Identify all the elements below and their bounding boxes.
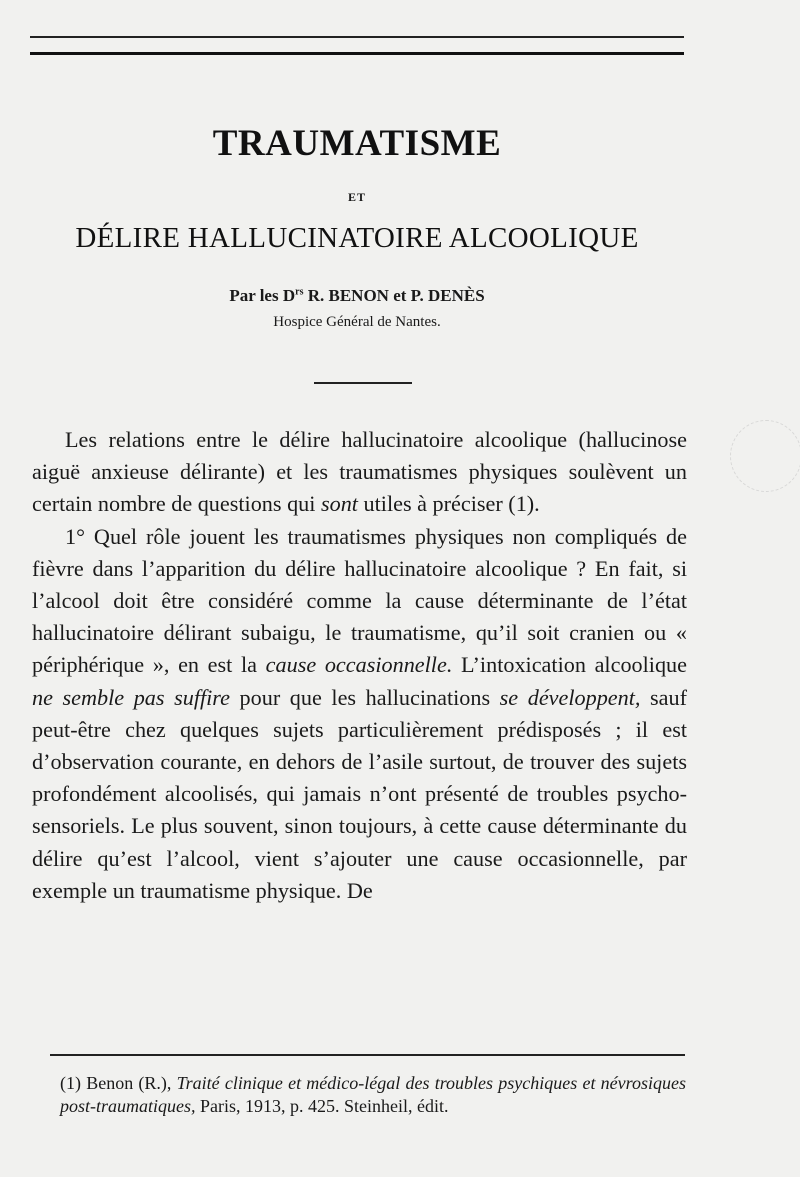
library-stamp bbox=[730, 420, 800, 492]
p2-text-d: sauf peut-être chez quelques sujets particulièrement prédisposés ; il est d’observation courante, en dehors de l’asile surtout, de trouver des sujets profondément alcoolisés, qui jamais n’ont présenté de troubles psycho-sensoriels. Le plus souvent, sinon toujours, à cette cause déterminante du délire qu’est l’alcool, vient s’ajouter une cause occasionnelle, par exemple un traumatisme physique. De bbox=[32, 684, 688, 903]
footnote bbox=[60, 1072, 686, 1118]
footnote-text-b: Paris, 1913, p. 425. Steinheil, édit. bbox=[195, 1096, 449, 1116]
footnote-italic: Traité clinique et médico-légal des troubles psychiques et névrosiques post-traumatiques, bbox=[60, 1073, 687, 1116]
section-divider bbox=[314, 382, 412, 384]
p1-text-b: utiles à préciser (1). bbox=[357, 491, 540, 517]
affiliation: Hospice Général de Nantes. bbox=[273, 314, 441, 330]
paragraph-1 bbox=[32, 424, 687, 521]
article-title: TRAUMATISME bbox=[212, 123, 502, 164]
p1-italic: sont bbox=[320, 491, 358, 517]
p2-text-b: L’intoxication alcoolique bbox=[452, 652, 687, 678]
p2-text-a: 1° Quel rôle jouent les traumatismes physiques non compliqués de fièvre dans l’apparition du délire hallucinatoire alcoolique ? En fait, si l’alcool doit être considéré comme la cause déterminante de l’état hallucinatoire délirant subaigu, le traumatisme, qu’il soit cranien ou « périphérique », en est la bbox=[32, 523, 687, 678]
article-body bbox=[32, 424, 687, 907]
p2-text-c: pour que les hallucinations bbox=[229, 684, 500, 710]
title-conjunction: ET bbox=[347, 190, 366, 204]
p2-italic-3: se développent, bbox=[499, 684, 641, 710]
top-rule bbox=[30, 36, 684, 38]
top-double-rule bbox=[30, 52, 684, 55]
authors-title-sup: rs bbox=[295, 286, 304, 298]
authors-names: R. BENON et P. DENÈS bbox=[303, 286, 485, 305]
p2-italic-1: cause occasionnelle. bbox=[265, 652, 453, 678]
paragraph-2 bbox=[32, 521, 687, 907]
p1-text-a: Les relations entre le délire hallucinatoire alcoolique (hallucinose aiguë anxieuse délirante) et les traumatismes physiques soulèvent un certain nombre de questions qui bbox=[32, 427, 687, 517]
authors-line bbox=[30, 286, 684, 306]
authors-prefix: Par les D bbox=[229, 286, 296, 305]
footnote-text-a: (1) Benon (R.), bbox=[60, 1073, 177, 1093]
article-subtitle: DÉLIRE HALLUCINATOIRE ALCOOLIQUE bbox=[75, 222, 639, 254]
p2-italic-2: ne semble pas suffire bbox=[32, 684, 230, 710]
footnote-rule bbox=[50, 1054, 685, 1056]
